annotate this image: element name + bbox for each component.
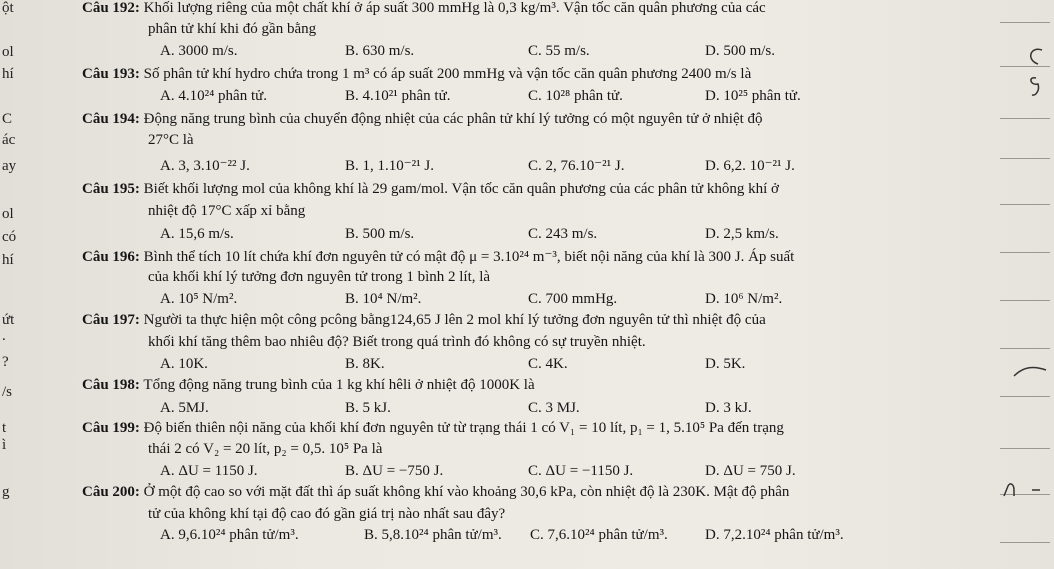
option-d: D. 6,2. 10⁻²¹ J.: [705, 158, 795, 174]
question-label: Câu 192:: [82, 0, 140, 16]
option-b: B. 5 kJ.: [345, 400, 391, 416]
option-a: A. 5MJ.: [160, 400, 209, 416]
question-label: Câu 196:: [82, 249, 140, 265]
option-a: A. 9,6.10²⁴ phân tử/m³.: [160, 527, 299, 543]
margin-fragment: ?: [2, 354, 9, 370]
question-label: Câu 195:: [82, 181, 140, 197]
option-c: C. 55 m/s.: [528, 43, 590, 59]
question-continuation: của khối khí lý tưởng đơn nguyên tử trong 1 bình 2 lít, là: [148, 269, 491, 285]
question-text: Khối lượng riêng của một chất khí ở áp suất 300 mmHg là 0,3 kg/m³. Vận tốc căn quân phương của các: [143, 0, 766, 16]
option-c: C. 2, 76.10⁻²¹ J.: [528, 158, 625, 174]
option-d: D. 3 kJ.: [705, 400, 752, 416]
margin-fragment: ác: [2, 132, 16, 148]
option-a: A. 4.10²⁴ phân tử.: [160, 88, 268, 104]
question-continuation: nhiệt độ 17°C xấp xỉ bằng: [148, 203, 306, 219]
question-continuation: thái 2 có V₂ = 20 lít, p₂ = 0,5. 10⁵ Pa là: [148, 441, 383, 457]
option-d: D. ΔU = 750 J.: [705, 463, 796, 479]
margin-rule: [1000, 348, 1050, 349]
option-c: C. 3 MJ.: [528, 400, 580, 416]
option-b: B. 500 m/s.: [345, 226, 415, 242]
option-a: A. 10⁵ N/m².: [160, 291, 238, 307]
margin-rule: [1000, 118, 1050, 119]
question-text: Bình thể tích 10 lít chứa khí đơn nguyên tử có mật độ μ = 3.10²⁴ m⁻³, biết nội năng của khí là 300 J. Áp suất: [143, 249, 795, 265]
option-a: A. 3, 3.10⁻²² J.: [160, 158, 250, 174]
option-d: D. 5K.: [705, 356, 746, 372]
question-text: Người ta thực hiện một công pcông bằng124,65 J lên 2 mol khí lý tưởng đơn nguyên tử thì nhiệt độ của: [143, 312, 766, 328]
handwriting-scribble-icon: [1010, 362, 1050, 382]
option-b: B. 630 m/s.: [345, 43, 415, 59]
margin-rule: [1000, 396, 1050, 397]
question-text: Tổng động năng trung bình của 1 kg khí hêli ở nhiệt độ 1000K là: [143, 377, 535, 393]
margin-fragment: /s: [2, 384, 13, 400]
question-text: Ở một độ cao so với mặt đất thì áp suất không khí vào khoảng 30,6 kPa, còn nhiệt độ là 230K. Mật độ phân: [143, 484, 790, 500]
question-label: Câu 194:: [82, 111, 140, 127]
option-c: C. 4K.: [528, 356, 568, 372]
option-c: C. 243 m/s.: [528, 226, 598, 242]
question-200: [82, 484, 789, 501]
option-d: D. 10⁶ N/m².: [705, 291, 783, 307]
question-label: Câu 197:: [82, 312, 140, 328]
option-b: B. ΔU = −750 J.: [345, 463, 444, 479]
question-198: [82, 377, 535, 394]
question-continuation: tử của không khí tại độ cao đó gần giá trị nào nhất sau đây?: [148, 506, 506, 522]
question-continuation: khối khí tăng thêm bao nhiêu độ? Biết trong quá trình đó không có sự truyền nhiệt.: [148, 334, 646, 350]
option-c: C. 10²⁸ phân tử.: [528, 88, 623, 104]
margin-fragment: ol: [2, 44, 14, 60]
question-text: Động năng trung bình của chuyển động nhiệt của các phân tử khí lý tưởng có một nguyên tử ở nhiệt độ: [143, 111, 763, 127]
margin-rule: [1000, 204, 1050, 205]
question-195: [82, 181, 779, 198]
question-text: Số phân tử khí hydro chứa trong 1 m³ có áp suất 200 mmHg và vận tốc căn quân phương 2400 m/s là: [143, 66, 752, 82]
margin-fragment: ứt: [2, 312, 15, 328]
option-b: B. 4.10²¹ phân tử.: [345, 88, 451, 104]
margin-fragment: có: [2, 229, 17, 245]
option-c: C. ΔU = −1150 J.: [528, 463, 634, 479]
question-label: Câu 198:: [82, 377, 140, 393]
margin-rule: [1000, 252, 1050, 253]
option-b: B. 5,8.10²⁴ phân tử/m³.: [364, 527, 502, 543]
question-199: [82, 420, 784, 437]
question-194: [82, 111, 763, 128]
question-label: Câu 199:: [82, 420, 140, 436]
margin-rule: [1000, 542, 1050, 543]
option-d: D. 500 m/s.: [705, 43, 776, 59]
margin-fragment: ì: [2, 437, 7, 453]
option-c: C. 7,6.10²⁴ phân tử/m³.: [530, 527, 668, 543]
margin-fragment: .: [2, 328, 6, 344]
option-c: C. 700 mmHg.: [528, 291, 618, 307]
margin-fragment: hí: [2, 66, 14, 82]
handwriting-scribble-icon: [1000, 478, 1050, 502]
option-a: A. 3000 m/s.: [160, 43, 238, 59]
margin-fragment: g: [2, 484, 10, 500]
question-192: [82, 0, 766, 17]
option-d: D. 10²⁵ phân tử.: [705, 88, 801, 104]
option-d: D. 2,5 km/s.: [705, 226, 779, 242]
question-193: [82, 66, 751, 83]
question-text: Độ biến thiên nội năng của khối khí đơn nguyên tử từ trạng thái 1 có V₁ = 10 lít, p₁ = 1, 5.10⁵ Pa đến trạng: [143, 420, 784, 436]
option-b: B. 1, 1.10⁻²¹ J.: [345, 158, 435, 174]
margin-rule: [1000, 448, 1050, 449]
margin-fragment: ay: [2, 158, 17, 174]
margin-fragment: t: [2, 420, 7, 436]
question-label: Câu 193:: [82, 66, 140, 82]
margin-rule: [1000, 300, 1050, 301]
margin-fragment: C: [2, 111, 13, 127]
question-text: Biết khối lượng mol của không khí là 29 gam/mol. Vận tốc căn quân phương của các phân tử không khí ở: [143, 181, 779, 197]
handwriting-scribble-icon: [1020, 40, 1050, 100]
question-continuation: phân tử khí khi đó gần bằng: [148, 21, 317, 37]
option-a: A. 10K.: [160, 356, 208, 372]
margin-fragment: ol: [2, 206, 14, 222]
question-continuation: 27°C là: [148, 132, 194, 148]
question-197: [82, 312, 766, 329]
option-a: A. ΔU = 1150 J.: [160, 463, 258, 479]
margin-fragment: hí: [2, 252, 14, 268]
option-a: A. 15,6 m/s.: [160, 226, 234, 242]
option-b: B. 8K.: [345, 356, 385, 372]
option-d: D. 7,2.10²⁴ phân tử/m³.: [705, 527, 844, 543]
margin-rule: [1000, 158, 1050, 159]
margin-rule: [1000, 22, 1050, 23]
question-label: Câu 200:: [82, 484, 140, 500]
question-196: [82, 247, 794, 266]
margin-fragment: ột: [2, 0, 14, 16]
option-b: B. 10⁴ N/m².: [345, 291, 422, 307]
